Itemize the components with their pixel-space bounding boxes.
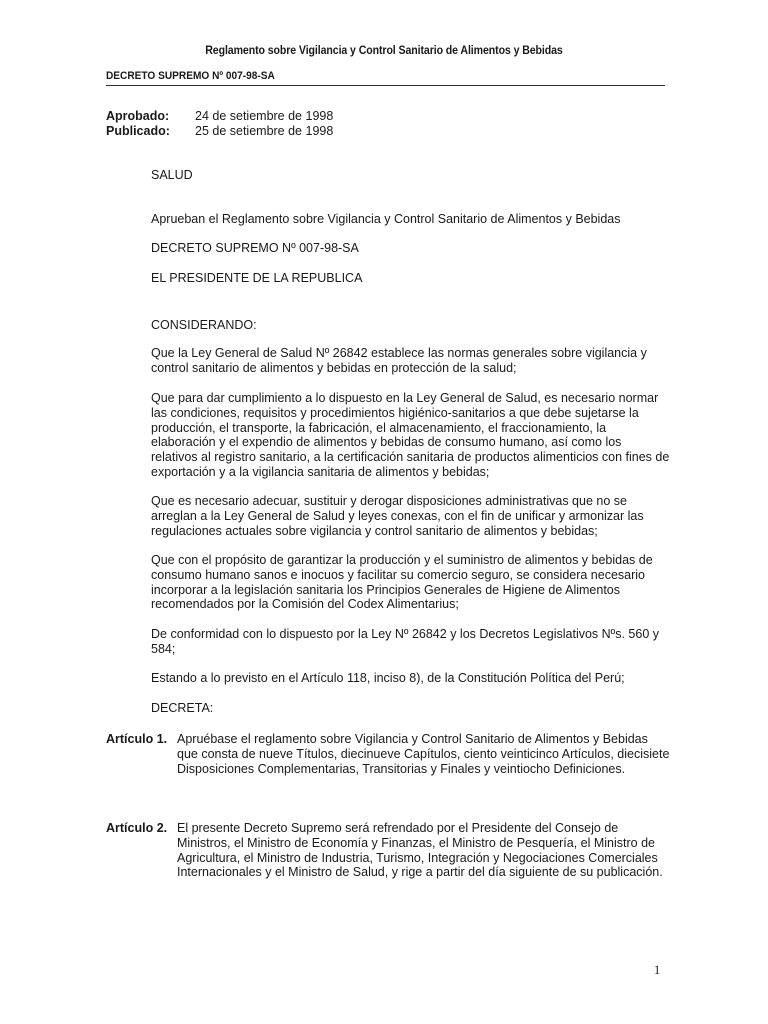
published-row — [106, 124, 333, 138]
article-1-label: Artículo 1. — [106, 732, 168, 746]
considerando-heading: CONSIDERANDO: — [151, 318, 257, 332]
decree-title: DECRETO SUPREMO Nº 007-98-SA — [151, 241, 359, 255]
paragraph-5: De conformidad con lo dispuesto por la Ley Nº 26842 y los Decretos Legislativos Nºs. 560 y 584; — [151, 627, 660, 656]
authority-heading: EL PRESIDENTE DE LA REPUBLICA — [151, 271, 363, 285]
paragraph-3: Que es necesario adecuar, sustituir y derogar disposiciones administrativas que no se arreglan a la Ley General de Salud y leyes conexas, con el fin de unificar y armonizar las regulaciones actuales sobre vigilancia y control sanitario de alimentos y bebidas; — [151, 494, 644, 538]
published-label: Publicado: — [106, 124, 170, 138]
approved-row — [106, 109, 333, 123]
decree-summary: Aprueban el Reglamento sobre Vigilancia y Control Sanitario de Alimentos y Bebidas — [151, 212, 621, 226]
article-1 — [106, 732, 676, 794]
running-title: Reglamento sobre Vigilancia y Control Sanitario de Alimentos y Bebidas — [205, 45, 563, 57]
paragraph-2: Que para dar cumplimiento a lo dispuesto en la Ley General de Salud, es necesario normar las condiciones, requisitos y procedimientos higiénico-sanitarios a que debe sujetarse la producción, el transporte, la fabricación, el almacenamiento, el fraccionamiento, la elaboración y el expendio de alimentos y bebidas de consumo humano, así como los relativos al registro sanitario, a la certificación sanitaria de productos alimenticios con fines de exportación y a la vigilancia sanitaria de alimentos y bebidas; — [151, 391, 670, 479]
page-number: 1 — [654, 963, 661, 977]
sector-heading: SALUD — [151, 168, 193, 182]
article-1-text: Apruébase el reglamento sobre Vigilancia y Control Sanitario de Alimentos y Bebidas que consta de nueve Títulos, diecinueve Capítulos, ciento veinticinco Artículos, diecisiete Disposiciones Complementarias, Transitorias y Finales y veintiocho Definiciones. — [177, 732, 670, 776]
approved-date: 24 de setiembre de 1998 — [195, 109, 334, 123]
article-2-label: Artículo 2. — [106, 821, 168, 835]
decreta-heading: DECRETA: — [151, 701, 214, 715]
paragraph-4: Que con el propósito de garantizar la producción y el suministro de alimentos y bebidas de consumo humano sanos e inocuos y facilitar su comercio seguro, se considera necesario incorporar a la legislación sanitaria los Principios Generales de Higiene de Alimentos recomendados por la Comisión del Codex Alimentarius; — [151, 553, 653, 612]
approved-label: Aprobado: — [106, 109, 170, 123]
article-2-text: El presente Decreto Supremo será refrendado por el Presidente del Consejo de Ministros, el Ministro de Economía y Finanzas, el Ministro de Pesquería, el Ministro de Agricultura, el Ministro de Industria, Turismo, Integración y Negociaciones Comerciales Internacionales y el Ministro de Salud, y rige a partir del día siguiente de su publicación. — [177, 821, 663, 880]
article-2 — [106, 821, 676, 899]
decree-header-label: DECRETO SUPREMO Nº 007-98-SA — [106, 70, 275, 82]
paragraph-1: Que la Ley General de Salud Nº 26842 establece las normas generales sobre vigilancia y control sanitario de alimentos y bebidas en protección de la salud; — [151, 346, 647, 375]
published-date: 25 de setiembre de 1998 — [195, 124, 334, 138]
paragraph-6: Estando a lo previsto en el Artículo 118, inciso 8), de la Constitución Política del Perú; — [151, 671, 625, 685]
decree-header — [106, 70, 665, 86]
